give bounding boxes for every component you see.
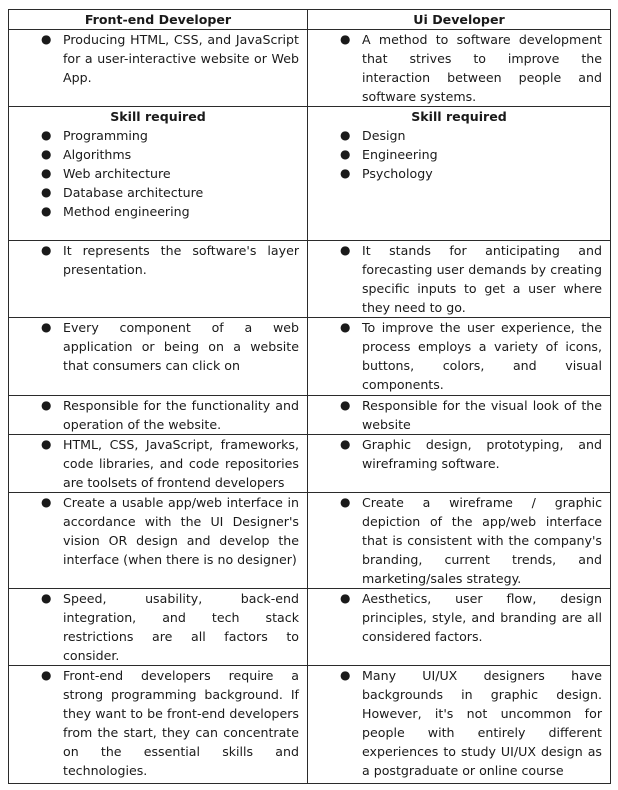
list-item-text: Create a usable app/web interface in accordance with the UI Designer's vision OR design and develop the interface (when there is no designer) [63, 495, 299, 567]
bullet-icon: ● [41, 32, 52, 46]
list-item [9, 183, 307, 202]
table-row [9, 493, 611, 589]
table-row [9, 589, 611, 666]
front-end-cell [9, 435, 308, 493]
bullet-list [9, 318, 307, 375]
ui-developer-cell [308, 30, 611, 107]
bullet-list [308, 396, 610, 434]
bullet-icon: ● [41, 243, 52, 257]
list-item-text: Psychology [362, 166, 433, 181]
list-item [308, 145, 610, 164]
list-item-text: Responsible for the visual look of the website [362, 398, 602, 432]
list-item-text: Many UI/UX designers have backgrounds in graphic design. However, it's not uncommon for people with entirely different experiences to study UI/UX design as a postgraduate or online course [362, 668, 602, 778]
list-item [9, 145, 307, 164]
bullet-icon: ● [41, 320, 52, 334]
ui-developer-cell [308, 589, 611, 666]
list-item-text: Method engineering [63, 204, 190, 219]
ui-developer-cell [308, 666, 611, 784]
list-item-text: Producing HTML, CSS, and JavaScript for a user-interactive website or Web App. [63, 32, 299, 85]
bullet-list [9, 126, 307, 221]
bullet-icon: ● [41, 128, 52, 142]
bullet-icon: ● [340, 437, 351, 451]
list-item-text: Programming [63, 128, 148, 143]
list-item [9, 164, 307, 183]
bullet-icon: ● [340, 320, 351, 334]
bullet-icon: ● [340, 128, 351, 142]
bullet-icon: ● [41, 668, 52, 682]
list-item-text: Database architecture [63, 185, 204, 200]
list-item-text: Algorithms [63, 147, 132, 162]
table-row [9, 241, 611, 318]
front-end-cell [9, 318, 308, 396]
list-item [308, 396, 610, 434]
list-item-text: A method to software development that strives to improve the interaction between people and software systems. [362, 32, 602, 104]
bullet-icon: ● [41, 437, 52, 451]
list-item-text: Web architecture [63, 166, 171, 181]
list-item [308, 318, 610, 394]
front-end-cell [9, 493, 308, 589]
ui-developer-cell [308, 107, 611, 241]
list-item [308, 164, 610, 183]
front-end-cell [9, 241, 308, 318]
list-item [9, 435, 307, 492]
bullet-icon: ● [41, 398, 52, 412]
table-row [9, 107, 611, 241]
bullet-icon: ● [340, 668, 351, 682]
list-item [9, 30, 307, 87]
bullet-icon: ● [340, 495, 351, 509]
bullet-list [308, 435, 610, 473]
list-item [308, 589, 610, 646]
bullet-icon: ● [340, 398, 351, 412]
list-item [9, 126, 307, 145]
front-end-cell [9, 30, 308, 107]
header-ui-developer: Ui Developer [308, 10, 611, 30]
table-row [9, 318, 611, 396]
bullet-list [9, 241, 307, 279]
bullet-list [9, 493, 307, 569]
header-row [9, 10, 611, 30]
list-item-text: Responsible for the functionality and operation of the website. [63, 398, 299, 432]
list-item-text: HTML, CSS, JavaScript, frameworks, code libraries, and code repositories are toolsets of frontend developers [63, 437, 299, 490]
bullet-list [9, 666, 307, 780]
bullet-icon: ● [41, 185, 52, 199]
header-front-end-developer: Front-end Developer [9, 10, 308, 30]
bullet-icon: ● [41, 591, 52, 605]
list-item-text: To improve the user experience, the process employs a variety of icons, buttons, colors, and visual components. [362, 320, 602, 392]
bullet-list [308, 589, 610, 646]
bullet-list [308, 666, 610, 780]
skill-required-heading: Skill required [411, 109, 507, 124]
front-end-cell [9, 107, 308, 241]
list-item [308, 435, 610, 473]
list-item-text: It represents the software's layer presentation. [63, 243, 299, 277]
skill-required-heading: Skill required [110, 109, 206, 124]
bullet-icon: ● [340, 591, 351, 605]
list-item-text: Design [362, 128, 406, 143]
table-row [9, 396, 611, 435]
list-item [9, 493, 307, 569]
list-item-text: Every component of a web application or being on a website that consumers can click on [63, 320, 299, 373]
list-item [308, 30, 610, 106]
list-item-text: Front-end developers require a strong programming background. If they want to be front-end developers from the start, they can concentrate on the essential skills and technologies. [63, 668, 299, 778]
bullet-list [9, 589, 307, 665]
list-item-text: It stands for anticipating and forecasting user demands by creating specific inputs to get a user where they need to go. [362, 243, 602, 315]
comparison-table [8, 9, 611, 784]
list-item-text: Aesthetics, user flow, design principles, style, and branding are all considered factors. [362, 591, 602, 644]
list-item-text: Engineering [362, 147, 438, 162]
list-item [9, 589, 307, 665]
table-row [9, 435, 611, 493]
table-row [9, 30, 611, 107]
bullet-list [308, 30, 610, 106]
front-end-cell [9, 396, 308, 435]
list-item [9, 202, 307, 221]
list-item-text: Speed, usability, back-end integration, and tech stack restrictions are all factors to consider. [63, 591, 299, 663]
list-item [308, 126, 610, 145]
bullet-icon: ● [340, 147, 351, 161]
list-item [308, 666, 610, 780]
bullet-icon: ● [41, 166, 52, 180]
list-item [9, 241, 307, 279]
bullet-list [308, 493, 610, 588]
ui-developer-cell [308, 493, 611, 589]
ui-developer-cell [308, 241, 611, 318]
bullet-list [308, 318, 610, 394]
bullet-list [9, 396, 307, 434]
list-item [308, 241, 610, 317]
bullet-icon: ● [41, 204, 52, 218]
bullet-icon: ● [340, 166, 351, 180]
table-row [9, 666, 611, 784]
list-item [9, 666, 307, 780]
bullet-icon: ● [340, 243, 351, 257]
list-item [9, 318, 307, 375]
bullet-icon: ● [340, 32, 351, 46]
bullet-list [9, 30, 307, 87]
front-end-cell [9, 666, 308, 784]
bullet-list [308, 126, 610, 183]
front-end-cell [9, 589, 308, 666]
bullet-list [9, 435, 307, 492]
list-item-text: Create a wireframe / graphic depiction of the app/web interface that is consistent with the company's branding, current trends, and marketing/sales strategy. [362, 495, 602, 586]
bullet-list [308, 241, 610, 317]
bullet-icon: ● [41, 147, 52, 161]
ui-developer-cell [308, 396, 611, 435]
list-item-text: Graphic design, prototyping, and wireframing software. [362, 437, 602, 471]
list-item [9, 396, 307, 434]
ui-developer-cell [308, 435, 611, 493]
list-item [308, 493, 610, 588]
ui-developer-cell [308, 318, 611, 396]
bullet-icon: ● [41, 495, 52, 509]
